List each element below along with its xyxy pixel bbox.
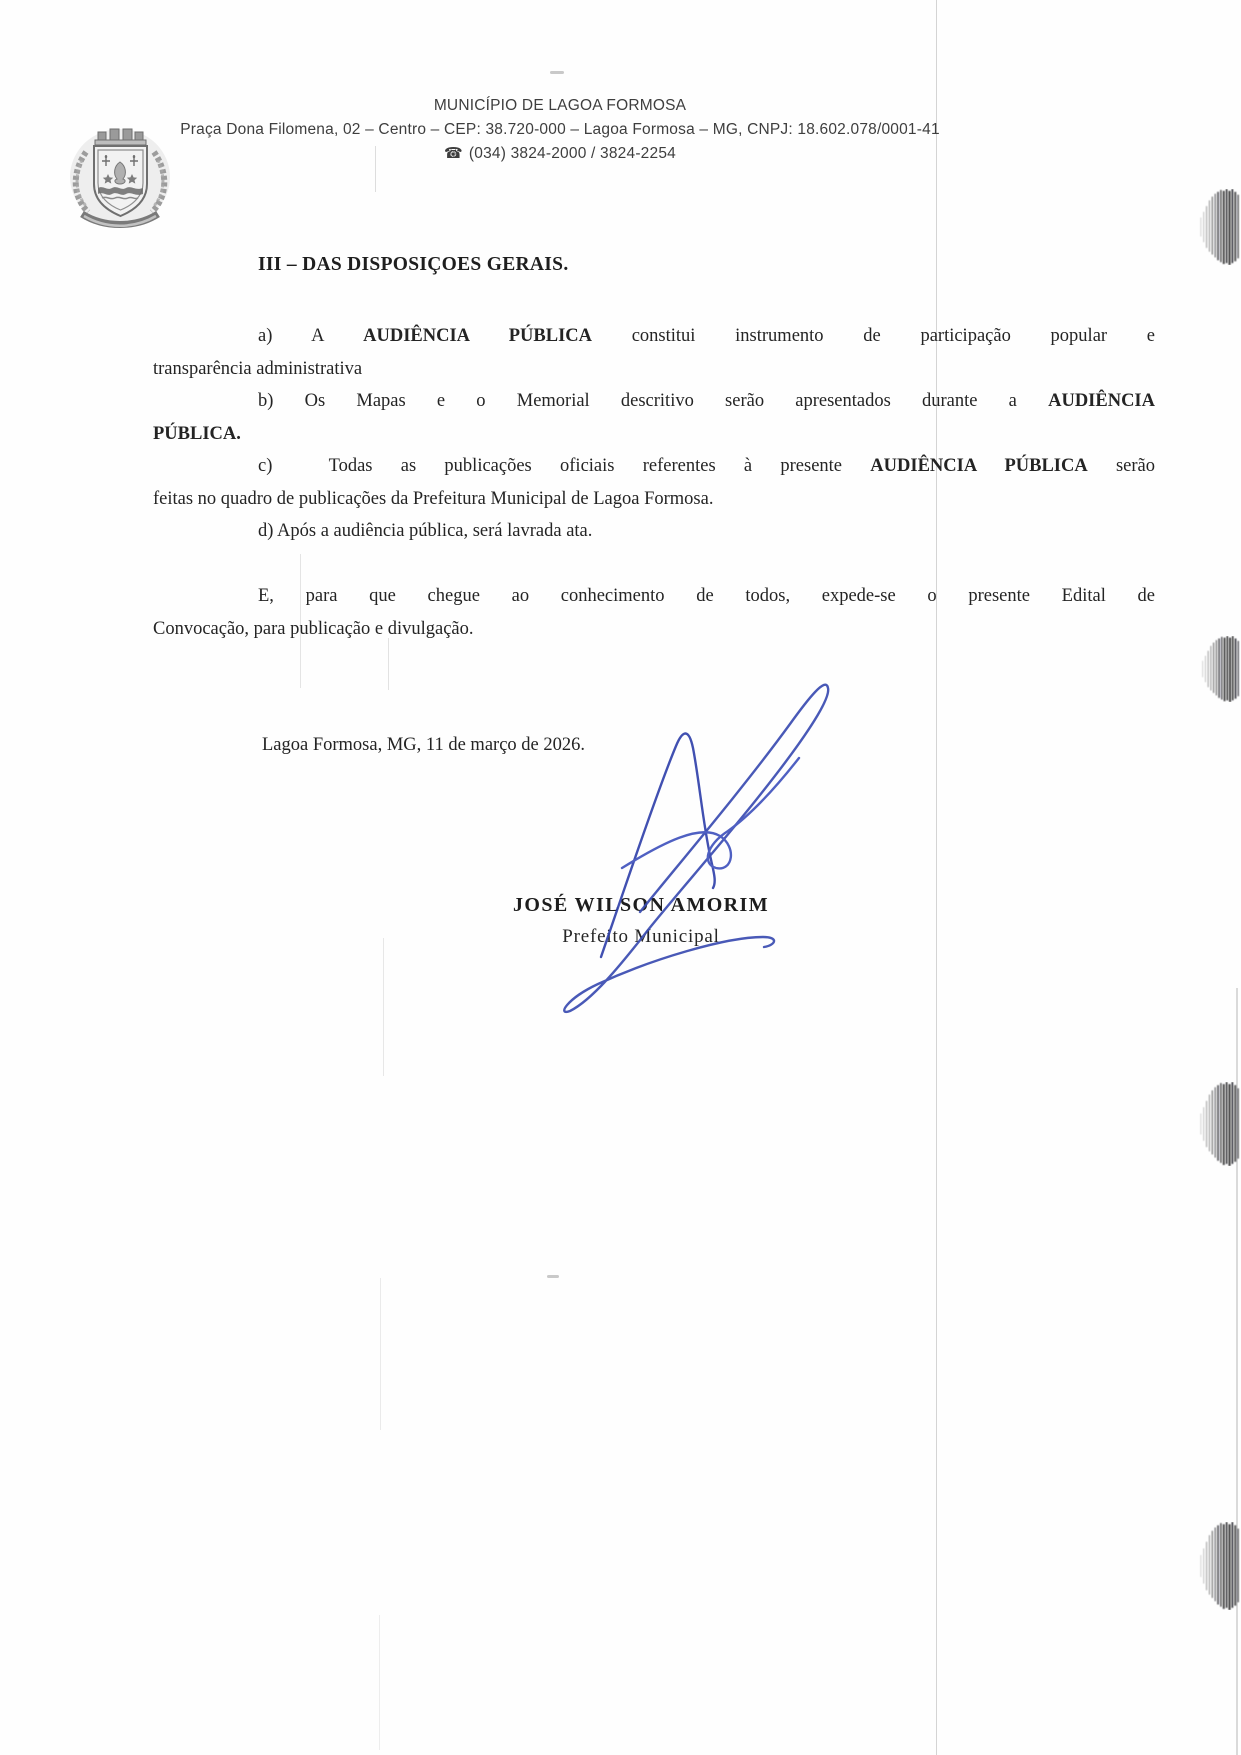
registration-mark [550,71,564,74]
crease-mark [383,938,384,1076]
signer-name: JOSÉ WILSON AMORIM [513,894,769,916]
signature-stroke [564,685,828,1012]
letterhead-address: Praça Dona Filomena, 02 – Centro – CEP: 38.720-000 – Lagoa Formosa – MG, CNPJ: 18.602.078/0001-41 [180,121,940,138]
scanner-smudge [1199,636,1241,702]
letterhead-phone-line [130,142,990,166]
item-c-line-2: feitas no quadro de publicações da Prefeitura Municipal de Lagoa Formosa. [153,488,714,509]
paragraph-item-b [153,385,1155,450]
item-c-text: serão [1087,456,1155,476]
letterhead-municipality: MUNICÍPIO DE LAGOA FORMOSA [433,97,687,114]
item-a-text: a) A [258,326,364,346]
letterhead [130,94,990,166]
item-b-text: b) Os Mapas e o Memorial descritivo serão apresentados durante a [258,391,1049,411]
item-c-text: c) Todas as publicações oficiais referentes à presente [258,456,871,476]
item-c-line-1 [153,450,1155,483]
crease-mark [379,1615,380,1750]
vertical-fold-line [936,0,937,1755]
registration-mark [547,1275,559,1278]
letterhead-phone: (034) 3824-2000 / 3824-2254 [468,145,676,162]
phone-icon: ☎ [444,145,463,162]
crease-mark [380,1278,381,1430]
date-line: Lagoa Formosa, MG, 11 de março de 2026. [262,735,585,755]
signature-block [140,890,1142,952]
paragraph-item-a [153,320,1155,385]
signer-title: Prefeito Municipal [562,926,720,947]
closing-line-2: Convocação, para publicação e divulgação. [153,618,474,639]
paragraph-item-c [153,450,1155,515]
item-a-text: constitui instrumento de participação popular e [592,326,1155,346]
section-title: III – DAS DISPOSIÇOES GERAIS. [258,254,569,275]
scanner-smudge [1197,1522,1241,1610]
signature-stroke [622,758,799,868]
paragraph-item-d [153,515,1155,548]
item-b-bold-term: AUDIÊNCIA [1048,391,1155,411]
scanner-smudge [1197,189,1241,265]
closing-paragraph [153,580,1155,645]
item-b-line-2 [153,418,1155,451]
item-b-line-1 [153,385,1155,418]
item-a-line-1 [153,320,1155,353]
item-d-line-1: d) Após a audiência pública, será lavrada ata. [258,521,593,541]
item-b-bold-term: PÚBLICA. [153,423,241,444]
item-a-bold-term: AUDIÊNCIA PÚBLICA [363,326,592,346]
crease-mark [388,638,389,690]
closing-line-1: E, para que chegue ao conhecimento de todos, expede-se o presente Edital de [258,586,1155,606]
scanner-smudge [1197,1082,1241,1166]
item-a-line-2: transparência administrativa [153,358,363,379]
item-c-bold-term: AUDIÊNCIA PÚBLICA [870,456,1088,476]
